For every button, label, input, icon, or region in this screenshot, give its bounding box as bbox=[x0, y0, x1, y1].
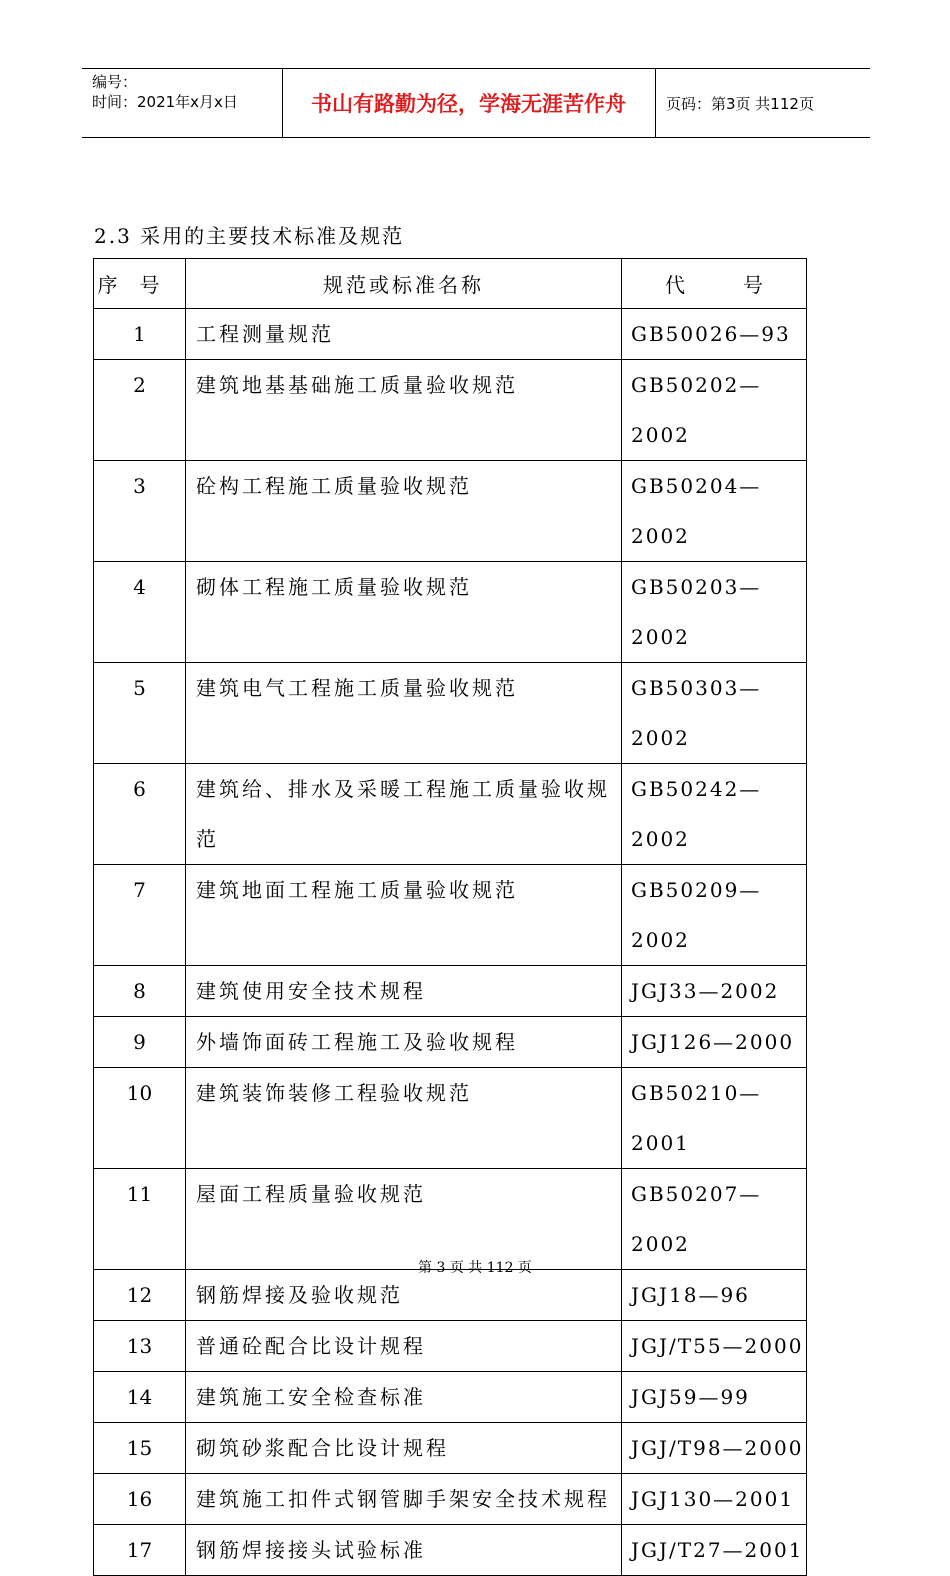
row-name: 建筑地基基础施工质量验收规范 bbox=[186, 360, 622, 461]
standards-table bbox=[93, 258, 807, 1576]
table-row bbox=[94, 1474, 807, 1525]
row-name: 建筑施工安全检查标准 bbox=[186, 1372, 622, 1423]
row-index: 16 bbox=[94, 1474, 186, 1525]
row-code: JGJ/T98—2000 bbox=[622, 1423, 807, 1474]
row-code: GB50242—2002 bbox=[622, 764, 807, 865]
row-name: 砼构工程施工质量验收规范 bbox=[186, 461, 622, 562]
table-row bbox=[94, 309, 807, 360]
row-name: 建筑装饰装修工程验收规范 bbox=[186, 1068, 622, 1169]
row-index: 9 bbox=[94, 1017, 186, 1068]
table-row bbox=[94, 1372, 807, 1423]
row-name: 建筑电气工程施工质量验收规范 bbox=[186, 663, 622, 764]
table-row bbox=[94, 1423, 807, 1474]
row-index: 8 bbox=[94, 966, 186, 1017]
table-row bbox=[94, 1270, 807, 1321]
row-index: 5 bbox=[94, 663, 186, 764]
row-code: JGJ126—2000 bbox=[622, 1017, 807, 1068]
doc-date-label: 时间：2021年x月x日 bbox=[92, 93, 238, 111]
header-motto: 书山有路勤为径，学海无涯苦作舟 bbox=[282, 69, 656, 137]
row-name: 建筑给、排水及采暖工程施工质量验收规范 bbox=[186, 764, 622, 865]
row-code: JGJ/T27—2001 bbox=[622, 1525, 807, 1576]
row-name: 建筑使用安全技术规程 bbox=[186, 966, 622, 1017]
row-code: GB50204—2002 bbox=[622, 461, 807, 562]
table-row bbox=[94, 966, 807, 1017]
row-code: GB50202—2002 bbox=[622, 360, 807, 461]
table-row bbox=[94, 1525, 807, 1576]
row-index: 11 bbox=[94, 1169, 186, 1270]
row-index: 3 bbox=[94, 461, 186, 562]
row-name: 钢筋焊接接头试验标准 bbox=[186, 1525, 622, 1576]
header-page-label: 页码：第3页 共112页 bbox=[666, 94, 814, 113]
table-header-row bbox=[94, 259, 807, 309]
row-name: 外墙饰面砖工程施工及验收规程 bbox=[186, 1017, 622, 1068]
row-index: 17 bbox=[94, 1525, 186, 1576]
row-code: GB50207—2002 bbox=[622, 1169, 807, 1270]
row-code: JGJ130—2001 bbox=[622, 1474, 807, 1525]
row-code: JGJ18—96 bbox=[622, 1270, 807, 1321]
row-name: 砌筑砂浆配合比设计规程 bbox=[186, 1423, 622, 1474]
document-header bbox=[82, 68, 870, 138]
row-index: 14 bbox=[94, 1372, 186, 1423]
row-index: 2 bbox=[94, 360, 186, 461]
row-code: GB50026—93 bbox=[622, 309, 807, 360]
row-name: 普通砼配合比设计规程 bbox=[186, 1321, 622, 1372]
doc-number-label: 编号： bbox=[92, 73, 138, 91]
row-code: GB50209—2002 bbox=[622, 865, 807, 966]
row-name: 建筑地面工程施工质量验收规范 bbox=[186, 865, 622, 966]
row-index: 6 bbox=[94, 764, 186, 865]
row-index: 1 bbox=[94, 309, 186, 360]
row-name: 屋面工程质量验收规范 bbox=[186, 1169, 622, 1270]
row-name: 工程测量规范 bbox=[186, 309, 622, 360]
table-row bbox=[94, 1068, 807, 1169]
table-row bbox=[94, 1321, 807, 1372]
row-index: 7 bbox=[94, 865, 186, 966]
table-row bbox=[94, 562, 807, 663]
row-index: 10 bbox=[94, 1068, 186, 1169]
row-code: GB50210—2001 bbox=[622, 1068, 807, 1169]
table-row bbox=[94, 461, 807, 562]
header-name: 规范或标准名称 bbox=[186, 259, 622, 309]
row-index: 15 bbox=[94, 1423, 186, 1474]
row-name: 砌体工程施工质量验收规范 bbox=[186, 562, 622, 663]
section-title: 2.3 采用的主要技术标准及规范 bbox=[94, 224, 405, 248]
table-row bbox=[94, 1169, 807, 1270]
row-index: 12 bbox=[94, 1270, 186, 1321]
row-name: 建筑施工扣件式钢管脚手架安全技术规程 bbox=[186, 1474, 622, 1525]
row-code: GB50303—2002 bbox=[622, 663, 807, 764]
header-index: 序号 bbox=[94, 259, 186, 309]
header-meta bbox=[82, 69, 283, 137]
row-index: 13 bbox=[94, 1321, 186, 1372]
row-code: GB50203—2002 bbox=[622, 562, 807, 663]
header-code: 代 号 bbox=[622, 259, 807, 309]
row-code: JGJ59—99 bbox=[622, 1372, 807, 1423]
page-footer: 第 3 页 共 112 页 bbox=[418, 1260, 532, 1276]
table-row bbox=[94, 360, 807, 461]
table-row bbox=[94, 865, 807, 966]
table-body bbox=[94, 309, 807, 1576]
row-index: 4 bbox=[94, 562, 186, 663]
row-name: 钢筋焊接及验收规范 bbox=[186, 1270, 622, 1321]
row-code: JGJ33—2002 bbox=[622, 966, 807, 1017]
table-row bbox=[94, 1017, 807, 1068]
table-row bbox=[94, 764, 807, 865]
row-code: JGJ/T55—2000 bbox=[622, 1321, 807, 1372]
table-row bbox=[94, 663, 807, 764]
